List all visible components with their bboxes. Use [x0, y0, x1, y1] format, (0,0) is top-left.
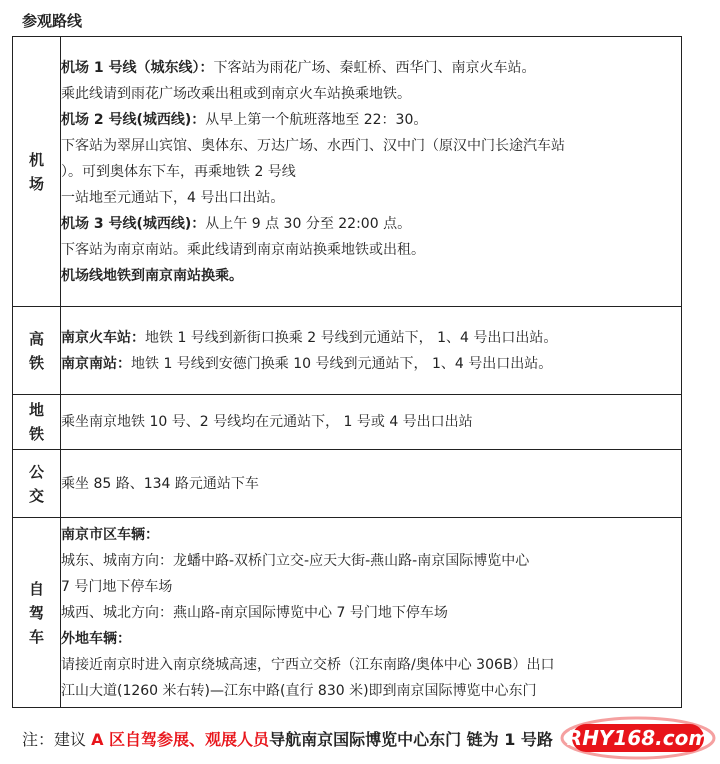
- route-line: [61, 522, 681, 548]
- note-tail: 链为 1 号路: [461, 730, 553, 749]
- route-line-text: 乘此线请到雨花广场改乘出租或到南京火车站换乘地铁。: [61, 85, 411, 102]
- route-line-text: 地铁 1 号线到新街口换乘 2 号线到元通站下， 1、4 号出口出站。: [145, 329, 558, 346]
- route-line-bold: 南京市区车辆：: [61, 526, 159, 543]
- note-prefix: 注：建议: [22, 730, 92, 749]
- bottom-note: [22, 727, 553, 753]
- route-table: [12, 36, 682, 708]
- route-line-bold: 机场 1 号线（城东线）：: [61, 59, 214, 76]
- watermark-logo: [560, 716, 716, 760]
- route-line-bold: 机场线地铁到南京南站换乘。: [61, 267, 243, 284]
- route-line: [61, 325, 681, 351]
- route-category: [13, 450, 61, 518]
- route-row: [13, 450, 682, 518]
- route-details: [61, 518, 682, 708]
- route-line-text: 乘坐南京地铁 10 号、2 号线均在元通站下， 1 号或 4 号出口出站: [61, 414, 473, 430]
- route-details: [61, 307, 682, 395]
- note-suffix: 导航南京国际博览中心东门: [269, 730, 462, 749]
- route-category-label: 机场: [28, 150, 44, 193]
- route-line: [61, 626, 681, 652]
- route-line-text: 江山大道(1260 米右转)—江东中路(直行 830 米)即到南京国际博览中心东门: [61, 682, 537, 699]
- route-line: [61, 133, 681, 159]
- route-row: [13, 518, 682, 708]
- route-details: [61, 450, 682, 518]
- route-line-text: 一站地至元通站下，4 号出口出站。: [61, 189, 285, 206]
- route-row: [13, 307, 682, 395]
- route-category: [13, 395, 61, 450]
- route-line-bold: 南京南站：: [61, 355, 131, 372]
- route-line-text: 7 号门地下停车场: [61, 578, 173, 595]
- route-category-label: 高铁: [28, 329, 44, 372]
- route-line: [61, 107, 681, 133]
- route-line: [61, 600, 681, 626]
- route-line-text: 下客站为雨花广场、秦虹桥、西华门、南京火车站。: [213, 59, 536, 76]
- route-line-bold: 外地车辆：: [61, 630, 131, 647]
- route-line: [61, 678, 681, 704]
- route-line-text: 乘坐 85 路、134 路元通站下车: [61, 475, 259, 492]
- watermark-text: RHY168.com: [566, 726, 710, 750]
- route-line-text: 从早上第一个航班落地至 22：30。: [205, 111, 428, 128]
- route-line-text: ）。可到奥体东下车，再乘地铁 2 号线: [61, 163, 296, 180]
- route-details: [61, 395, 682, 450]
- route-line: [61, 471, 681, 497]
- route-line: [61, 237, 681, 263]
- route-line-bold: 机场 2 号线(城西线)：: [61, 111, 206, 128]
- route-row: [13, 395, 682, 450]
- route-category: [13, 518, 61, 708]
- route-line-bold: 南京火车站：: [61, 329, 145, 346]
- route-line-text: 城西、城北方向：燕山路-南京国际博览中心 7 号门地下停车场: [61, 604, 448, 621]
- route-line-text: 从上午 9 点 30 分至 22:00 点。: [205, 215, 412, 232]
- route-details: [61, 37, 682, 307]
- route-line: [61, 574, 681, 600]
- route-line-text: 地铁 1 号线到安德门换乘 10 号线到元通站下， 1、4 号出口出站。: [131, 355, 553, 372]
- route-line: [61, 548, 681, 574]
- route-line-text: 下客站为南京南站。乘此线请到南京南站换乘地铁或出租。: [61, 241, 425, 258]
- note-highlight: A 区自驾参展、观展人员: [91, 730, 270, 749]
- route-line: [61, 351, 681, 377]
- route-category-label: 公交: [28, 462, 44, 505]
- route-line: [61, 263, 681, 289]
- route-category: [13, 37, 61, 307]
- route-row: [13, 37, 682, 307]
- route-line: [61, 81, 681, 107]
- route-line: [61, 55, 681, 81]
- route-line-text: 城东、城南方向：龙蟠中路-双桥门立交-应天大街-燕山路-南京国际博览中心: [61, 552, 530, 569]
- route-line: [61, 185, 681, 211]
- route-category-label: 地铁: [28, 401, 44, 443]
- page-title: 参观路线: [22, 12, 83, 30]
- route-category-label: 自驾车: [28, 579, 44, 646]
- route-line: [61, 159, 681, 185]
- route-line: [61, 652, 681, 678]
- route-line-text: 请接近南京时进入南京绕城高速，宁西立交桥（江东南路/奥体中心 306B）出口: [61, 656, 555, 673]
- route-category: [13, 307, 61, 395]
- route-line: [61, 211, 681, 237]
- route-line-bold: 机场 3 号线(城西线)：: [61, 215, 206, 232]
- route-line-text: 下客站为翠屏山宾馆、奥体东、万达广场、水西门、汉中门（原汉中门长途汽车站: [61, 137, 565, 154]
- route-line: [61, 409, 681, 435]
